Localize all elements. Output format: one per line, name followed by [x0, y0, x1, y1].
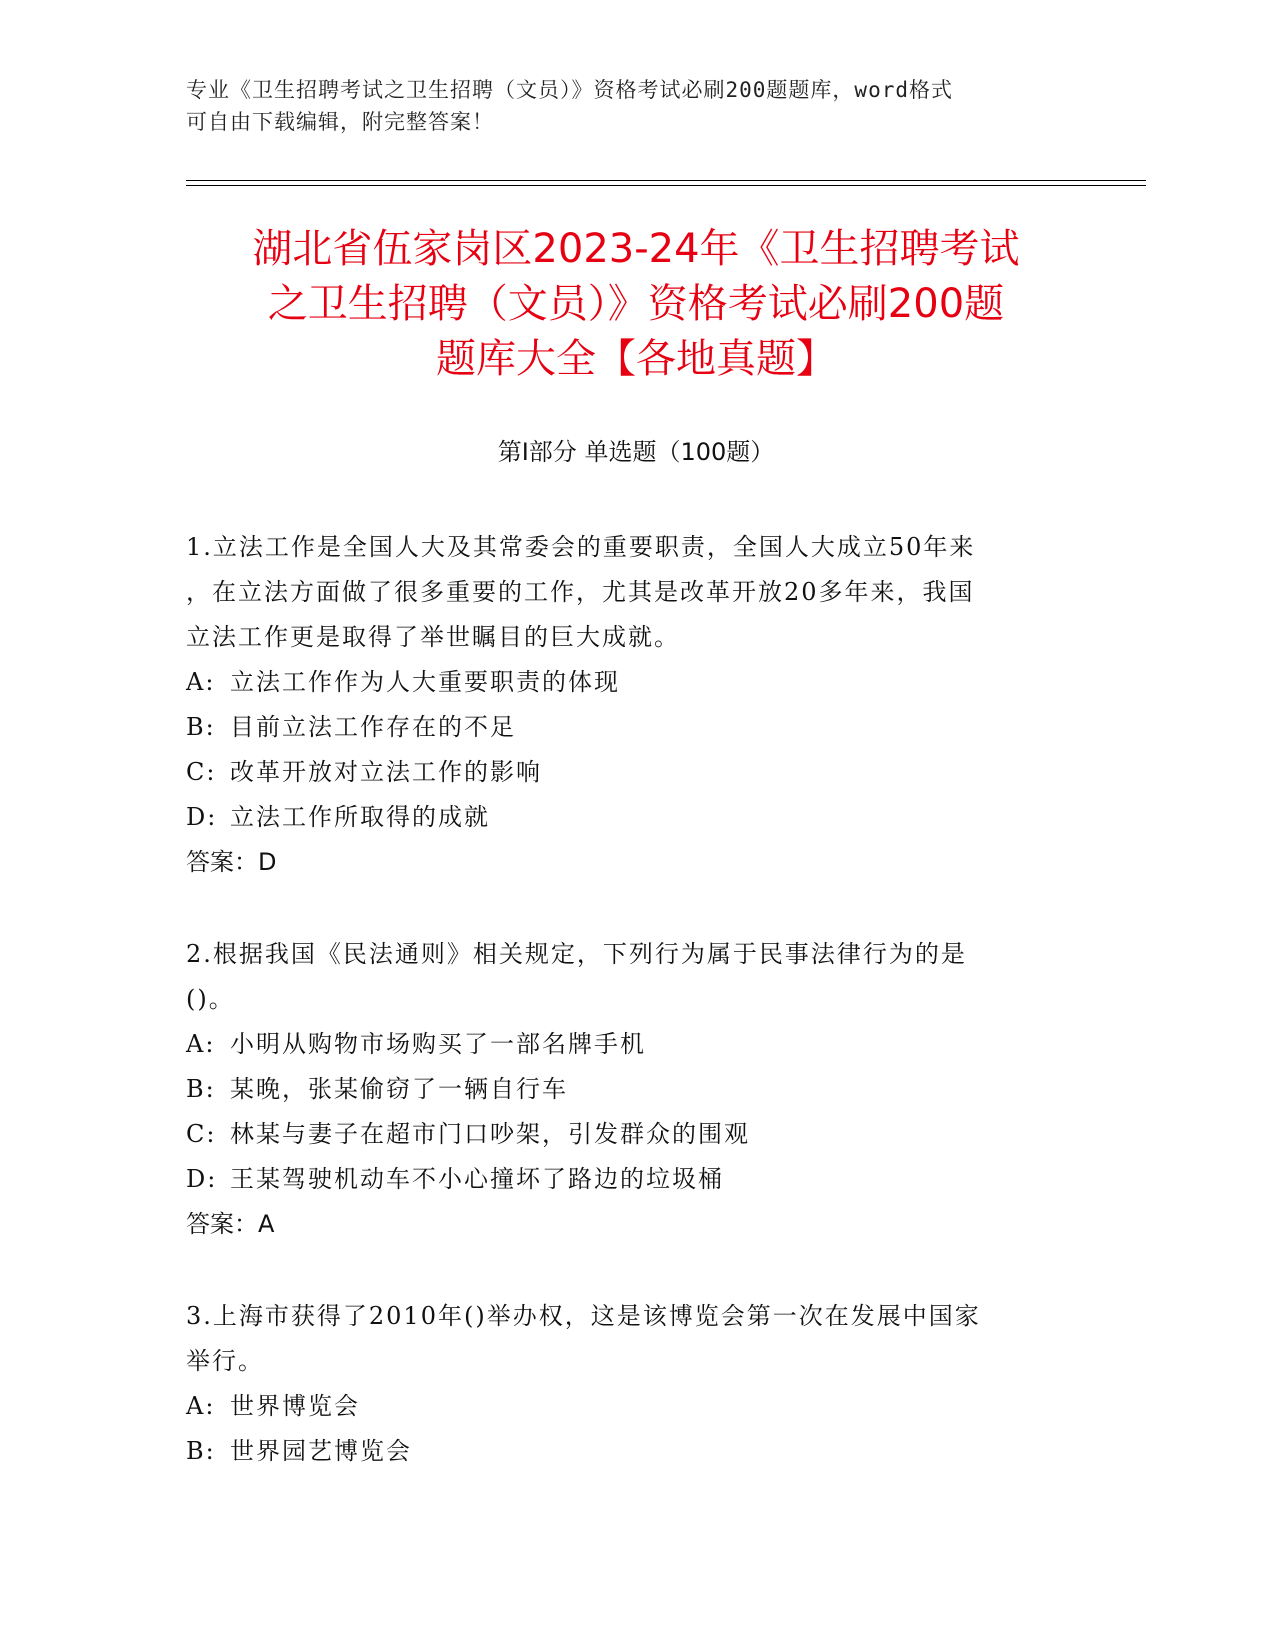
question-2 — [186, 932, 1066, 1247]
question-stem-line: ，在立法方面做了很多重要的工作，尤其是改革开放20多年来，我国 — [186, 578, 975, 606]
option-c — [186, 1112, 1066, 1157]
option-label: A: — [186, 1030, 216, 1058]
option-text: 王某驾驶机动车不小心撞坏了路边的垃圾桶 — [230, 1165, 724, 1193]
title-line-1: 湖北省伍家岗区2023-24年《卫生招聘考试 — [252, 226, 1020, 272]
question-stem-line: 1.立法工作是全国人大及其常委会的重要职责，全国人大成立50年来 — [186, 533, 976, 561]
option-text: 林某与妻子在超市门口吵架，引发群众的围观 — [230, 1120, 750, 1148]
question-3 — [186, 1294, 1066, 1474]
question-stem-line: 3.上海市获得了2010年()举办权，这是该博览会第一次在发展中国家 — [186, 1302, 981, 1330]
option-label: D: — [186, 803, 218, 831]
option-label: A: — [186, 1392, 216, 1420]
option-text: 某晚，张某偷窃了一辆自行车 — [230, 1075, 568, 1103]
title-line-3: 题库大全【各地真题】 — [436, 336, 836, 382]
option-label: C: — [186, 1120, 217, 1148]
option-b — [186, 1429, 1066, 1474]
option-b — [186, 705, 1066, 750]
option-text: 立法工作所取得的成就 — [230, 803, 490, 831]
answer: 答案：A — [186, 1210, 275, 1238]
option-d — [186, 795, 1066, 840]
answer: 答案：D — [186, 848, 277, 876]
option-text: 小明从购物市场购买了一部名牌手机 — [230, 1030, 646, 1058]
option-a — [186, 1022, 1066, 1067]
option-label: B: — [186, 713, 216, 741]
header-divider-bottom — [186, 185, 1146, 186]
question-1 — [186, 525, 1066, 885]
option-text: 目前立法工作存在的不足 — [230, 713, 516, 741]
option-a — [186, 660, 1066, 705]
question-stem-line: 2.根据我国《民法通则》相关规定，下列行为属于民事法律行为的是 — [186, 940, 967, 968]
option-label: B: — [186, 1075, 216, 1103]
option-d — [186, 1157, 1066, 1202]
question-stem-line: 举行。 — [186, 1347, 264, 1375]
option-text: 立法工作作为人大重要职责的体现 — [230, 668, 620, 696]
section-heading: 第I部分 单选题（100题） — [497, 438, 775, 466]
option-text: 世界园艺博览会 — [230, 1437, 412, 1465]
option-a — [186, 1384, 1066, 1429]
option-label: D: — [186, 1165, 218, 1193]
document-header — [186, 74, 1066, 138]
option-text: 世界博览会 — [230, 1392, 360, 1420]
option-c — [186, 750, 1066, 795]
header-divider-top — [186, 180, 1146, 181]
option-b — [186, 1067, 1066, 1112]
option-label: A: — [186, 668, 216, 696]
option-text: 改革开放对立法工作的影响 — [230, 758, 542, 786]
question-stem-line: ()。 — [186, 985, 235, 1013]
header-line-1: 专业《卫生招聘考试之卫生招聘（文员）》资格考试必刷200题题库，word格式 — [186, 78, 953, 102]
option-label: B: — [186, 1437, 216, 1465]
title-line-2: 之卫生招聘（文员）》资格考试必刷200题 — [267, 281, 1005, 327]
document-title — [186, 222, 1086, 387]
question-stem-line: 立法工作更是取得了举世瞩目的巨大成就。 — [186, 623, 680, 651]
option-label: C: — [186, 758, 217, 786]
header-line-2: 可自由下载编辑，附完整答案！ — [186, 110, 494, 134]
